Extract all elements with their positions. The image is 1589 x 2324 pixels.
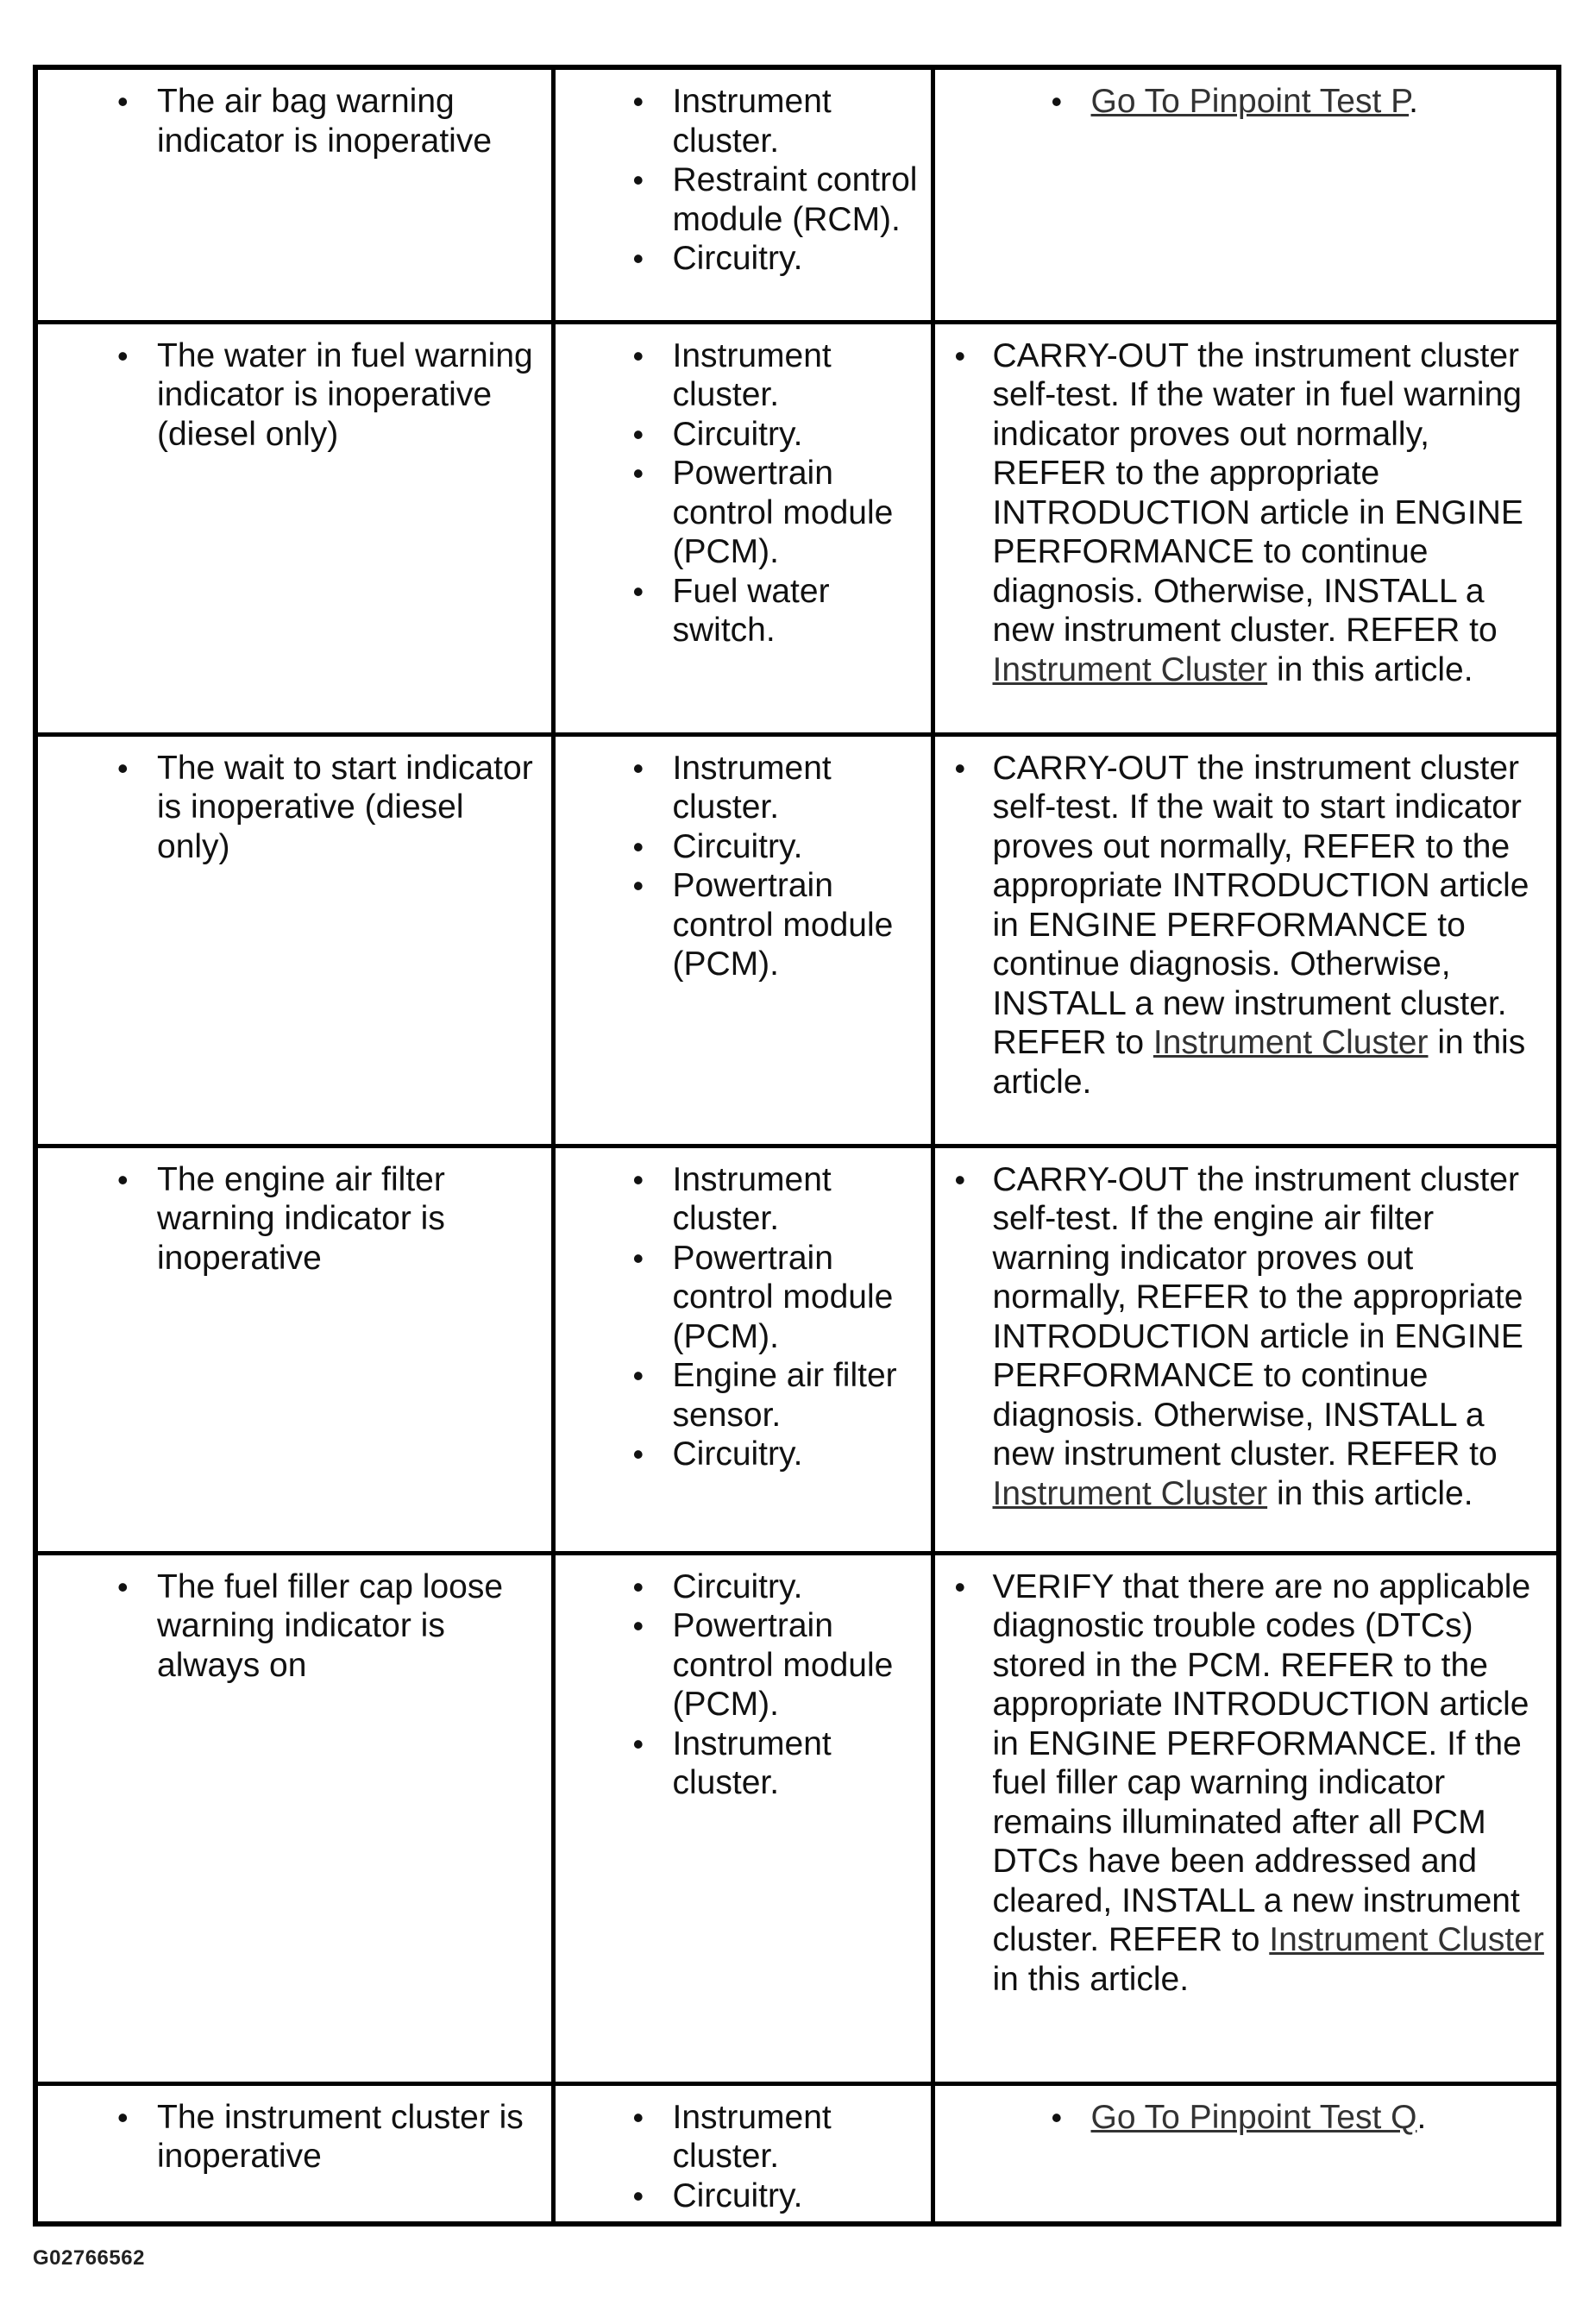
table-row: [35, 1553, 1559, 2083]
cause-item: • Instrument cluster.: [673, 82, 924, 160]
symptom-text: • The engine air filter warning indicator is inoperative: [157, 1160, 544, 1278]
cause-item: • Powertrain control module (PCM).: [673, 1606, 924, 1724]
table-row: [35, 322, 1559, 734]
figure-id: G02766562: [33, 2246, 145, 2270]
cause-item: • Circuitry.: [673, 239, 924, 279]
action-text: VERIFY that there are no applicable diagnostic trouble codes (DTCs) stored in the PCM. REFER to the appropriate INTRODUCTION article in ENGINE PERFORMANCE. If the fuel filler cap warning indicator remains illuminated after all PCM DTCs have been addressed and cleared, INSTALL a new instrument cluster. REFER to: [992, 1567, 1531, 1958]
symptom-chart-table: [33, 65, 1561, 2227]
cause-item: • Instrument cluster.: [673, 1724, 924, 1803]
action-item: [1091, 82, 1550, 122]
instrument-cluster-link[interactable]: Instrument Cluster: [992, 1474, 1268, 1512]
cause-item: • Circuitry.: [673, 1435, 924, 1474]
cause-item: • Instrument cluster.: [673, 336, 924, 415]
action-suffix: in this article.: [1267, 650, 1473, 688]
symptom-cell: [35, 322, 553, 734]
causes-cell: [553, 2083, 933, 2224]
action-text: CARRY-OUT the instrument cluster self-test. If the wait to start indicator proves out normally, REFER to the appropriate INTRODUCTION article in ENGINE PERFORMANCE to continue diagnosis. Otherwise, INSTALL a new instrument cluster. REFER to: [992, 749, 1529, 1061]
cause-item: • Circuitry.: [673, 2176, 924, 2216]
symptom-text: • The instrument cluster is inoperative: [157, 2098, 544, 2176]
symptom-text: • The air bag warning indicator is inoperative: [157, 82, 544, 160]
cause-item: • Fuel water switch.: [673, 572, 924, 650]
action-suffix: in this article.: [992, 1960, 1190, 1998]
action-cell: [933, 1553, 1559, 2083]
pinpoint-test-link[interactable]: Go To Pinpoint Test P: [1090, 83, 1410, 120]
action-item: [1091, 2098, 1550, 2138]
cause-item: • Powertrain control module (PCM).: [673, 866, 924, 984]
symptom-text: • The wait to start indicator is inoperative (diesel only): [157, 749, 544, 867]
instrument-cluster-link[interactable]: Instrument Cluster: [1269, 1921, 1544, 1958]
table-row: [35, 2083, 1559, 2224]
causes-cell: [553, 734, 933, 1146]
cause-item: • Instrument cluster.: [673, 1160, 924, 1239]
action-cell: [933, 2083, 1559, 2224]
table-row: [35, 1146, 1559, 1553]
table-row: [35, 67, 1559, 322]
symptom-text: • The fuel filler cap loose warning indicator is always on: [157, 1567, 544, 1686]
cause-item: • Powertrain control module (PCM).: [673, 1239, 924, 1357]
causes-cell: [553, 1146, 933, 1553]
cause-item: • Restraint control module (RCM).: [673, 160, 924, 239]
cause-item: • Instrument cluster.: [673, 749, 924, 827]
cause-item: • Powertrain control module (PCM).: [673, 454, 924, 572]
causes-cell: [553, 322, 933, 734]
cause-item: • Circuitry.: [673, 827, 924, 867]
causes-cell: [553, 1553, 933, 2083]
symptom-cell: [35, 734, 553, 1146]
action-text: CARRY-OUT the instrument cluster self-test. If the water in fuel warning indicator proves out normally, REFER to the appropriate INTRODUCTION article in ENGINE PERFORMANCE to continue diagnosis. Otherwise, INSTALL a new instrument cluster. REFER to: [992, 336, 1523, 649]
cause-item: • Engine air filter sensor.: [673, 1356, 924, 1435]
action-item: [993, 1567, 1550, 2000]
causes-cell: [553, 67, 933, 322]
cause-item: • Circuitry.: [673, 415, 924, 455]
instrument-cluster-link[interactable]: Instrument Cluster: [1152, 1024, 1429, 1061]
symptom-cell: [35, 67, 553, 322]
instrument-cluster-link[interactable]: Instrument Cluster: [992, 650, 1268, 688]
symptom-cell: [35, 1553, 553, 2083]
symptom-cell: [35, 2083, 553, 2224]
action-cell: [933, 322, 1559, 734]
pinpoint-test-link[interactable]: Go To Pinpoint Test Q: [1090, 2098, 1417, 2136]
action-suffix: .: [1416, 2098, 1427, 2136]
cause-item: • Instrument cluster.: [673, 2098, 924, 2176]
action-item: [993, 749, 1550, 1102]
action-suffix: in this article.: [1267, 1474, 1473, 1512]
cause-item: • Circuitry.: [673, 1567, 924, 1607]
action-item: [993, 336, 1550, 690]
action-cell: [933, 1146, 1559, 1553]
action-cell: [933, 67, 1559, 322]
action-text: CARRY-OUT the instrument cluster self-test. If the engine air filter warning indicator proves out normally, REFER to the appropriate INTRODUCTION article in ENGINE PERFORMANCE to continue diagnosis. Otherwise, INSTALL a new instrument cluster. REFER to: [992, 1160, 1523, 1473]
table-row: [35, 734, 1559, 1146]
action-suffix: .: [1409, 83, 1418, 120]
action-item: [993, 1160, 1550, 1514]
action-suffix: in this article.: [992, 1024, 1526, 1101]
action-cell: [933, 734, 1559, 1146]
symptom-text: • The water in fuel warning indicator is inoperative (diesel only): [157, 336, 544, 455]
symptom-cell: [35, 1146, 553, 1553]
